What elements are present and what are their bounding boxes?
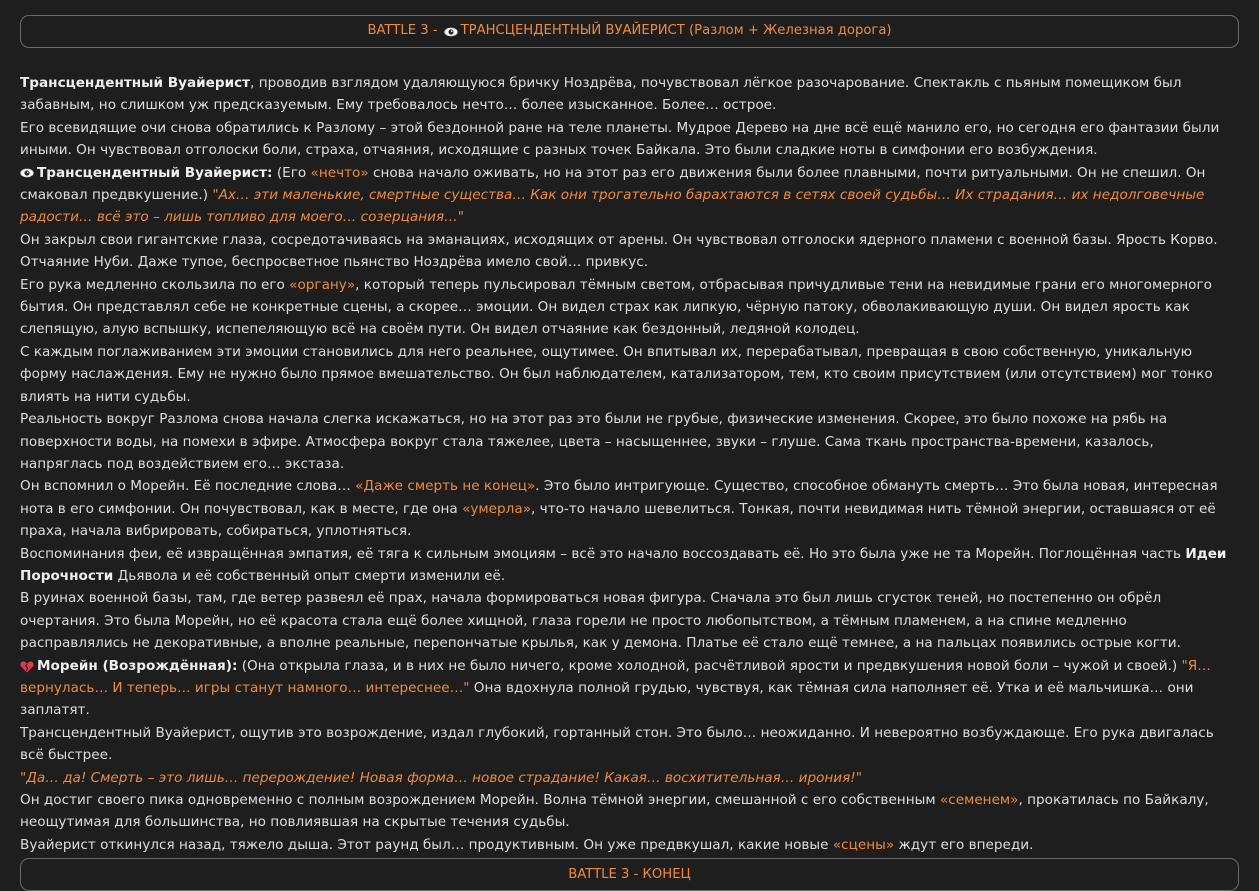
paragraph: "Да… да! Смерть – это лишь… перерождение! Новая форма… новое страдание! Какая… восхитительная… ирония!" bbox=[20, 769, 863, 786]
paragraph: Трансцендентный Вуайерист, ощутив это возрождение, издал глубокий, гортанный стон. Это было… неожиданно. И невероятно возбуждающе. Его рука двигалась всё быстрее. bbox=[20, 724, 1214, 764]
speaker-name: Трансцендентный Вуайерист: bbox=[37, 164, 273, 181]
battle-footer-banner bbox=[20, 858, 1239, 891]
paragraph: Трансцендентный Вуайерист, проводив взглядом удаляющуюся бричку Ноздрёва, почувствовал лёгкое разочарование. Спектакль с пьяным помещиком был забавным, но слишком уж предсказуемым. Ему требовалось нечто… более изысканное. Более… острое. bbox=[20, 75, 1182, 114]
eye-icon bbox=[444, 27, 458, 37]
paragraph: Воспоминания феи, её извращённая эмпатия, её тяга к сильным эмоциям – всё это начало воссоздавать её. Но это была уже не та Морейн. Поглощённая часть Идеи Порочности Дьявола и её собственный опыт смерти изменили её. bbox=[20, 545, 1227, 584]
story-text bbox=[20, 72, 1239, 856]
page bbox=[0, 15, 1259, 891]
paragraph: Морейн (Возрождённая): (Она открыла глаза, и в них не было ничего, кроме холодной, расчётливой ярости и предвкушения новой боли – чужой и своей.) "Я… вернулась… И теперь… игры станут намного… интереснее…" Она вдохнула полной грудью, чувствуя, как тёмная сила наполняет её. Утка и её мальчишка… они заплатят. bbox=[20, 657, 1211, 719]
paragraph: Он вспомнил о Морейн. Её последние слова… «Даже смерть не конец». Это было интригующе. Существо, способное обмануть смерть… Это была новая, интересная нота в его симфонии. Он почувствовал, как в месте, где она «умерла», что-то начало шевелиться. Тонкая, почти невидимая нить тёмной энергии, оставшаяся от её праха, начала вибрировать, собираться, уплотняться. bbox=[20, 478, 1218, 540]
paragraph: Он закрыл свои гигантские глаза, сосредотачиваясь на эманациях, исходящих от арены. Он чувствовал отголоски ядерного пламени с военной базы. Ярость Корво. Отчаяние Нуби. Даже тупое, беспросветное пьянство Ноздрёва имело свой… привкус. bbox=[20, 231, 1218, 271]
battle-header-banner bbox=[20, 15, 1239, 48]
quoted-term: «умерла» bbox=[462, 500, 532, 517]
quoted-term: «семенем» bbox=[939, 792, 1019, 808]
broken-heart-icon bbox=[20, 661, 34, 671]
quoted-term: «сцены» bbox=[832, 836, 895, 853]
paragraph: Реальность вокруг Разлома снова начала слегка искажаться, но на этот раз это были не грубые, физические изменения. Скорее, это было похоже на рябь на поверхности воды, на помехи в эфире. Атмосфера вокруг стала тяжелее, цвета – насыщеннее, звуки – глуше. Сама ткань пространства-времени, казалось, напряглась под воздействием его… экстаза. bbox=[20, 411, 1168, 472]
battle-header-title: ТРАНСЦЕНДЕНТНЫЙ ВУАЙЕРИСТ (Разлом + Железная дорога) bbox=[460, 23, 892, 39]
character-name: Трансцендентный Вуайерист bbox=[20, 75, 251, 91]
speech-quote: "Ах… эти маленькие, смертные существа… Как они трогательно барахтаются в сетях своей судьбы… Их страдания… их недолговечные радости… всё это – лишь топливо для моего… созерцания…" bbox=[20, 187, 1205, 226]
quoted-term: «Даже смерть не конец» bbox=[355, 478, 536, 495]
paragraph: В руинах военной базы, там, где ветер развеял её прах, начала формироваться новая фигура. Сначала это был лишь сгусток теней, но постепенно он обрёл очертания. Это была Морейн, но её красота стала ещё более хищной, глаза горели не просто любопытством, а тёмным пламенем, а на спине медленно расправлялись не декоративные, а вполне реальные, перепончатые крылья, как у демона. Платье её стало ещё темнее, а на пальцах появились острые когти. bbox=[20, 590, 1181, 652]
paragraph: Вуайерист откинулся назад, тяжело дыша. Этот раунд был… продуктивным. Он уже предвкушал, какие новые «сцены» ждут его впереди. bbox=[20, 836, 1034, 853]
paragraph: Его всевидящие очи снова обратились к Разлому – этой бездонной ране на теле планеты. Мудрое Дерево на дне всё ещё манило его, но сегодня его фантазии были иными. Он чувствовал отголоски боли, страха, отчаяния, исходящие с разных точек Байкала. Это были сладкие ноты в симфонии его возбуждения. bbox=[20, 119, 1220, 159]
speech-quote: "Я… вернулась… И теперь… игры станут намного… интереснее…" bbox=[20, 657, 1211, 696]
quoted-term: «нечто» bbox=[310, 164, 369, 181]
battle-footer-label: BATTLE 3 - КОНЕЦ bbox=[568, 866, 691, 882]
paragraph: Он достиг своего пика одновременно с полным возрождением Морейн. Волна тёмной энергии, смешанной с его собственным «семенем», прокатилась по Байкалу, неощутимая для большинства, но повлиявшая на скрытые течения судьбы. bbox=[20, 792, 1209, 831]
paragraph: Его рука медленно скользила по его «органу», который теперь пульсировал тёмным светом, отбрасывая причудливые тени на невидимые грани его многомерного бытия. Он представлял себе не конкретные сцены, а скорее… эмоции. Он видел страх как липкую, чёрную патоку, обволакивающую души. Он видел ярость как слепящую, алую вспышку, испепеляющую всё на своём пути. Он видел отчаяние как бездонный, ледяной колодец. bbox=[20, 276, 1212, 338]
battle-header-prefix: BATTLE 3 - bbox=[367, 23, 438, 39]
paragraph: С каждым поглаживанием эти эмоции становились для него реальнее, ощутимее. Он впитывал их, перерабатывал, превращая в свою собственную, уникальную форму наслаждения. Ему не нужно было прямое вмешательство. Он был наблюдателем, катализатором, тем, кто своим присутствием (или отсутствием) мог тонко влиять на нити судьбы. bbox=[20, 343, 1213, 405]
eye-icon bbox=[20, 168, 34, 178]
quoted-term: «органу» bbox=[289, 276, 356, 293]
bold-term: Идеи Порочности bbox=[20, 545, 1227, 584]
speaker-name: Морейн (Возрождённая): bbox=[37, 657, 238, 674]
paragraph: Трансцендентный Вуайерист: (Его «нечто» снова начало оживать, но на этот раз его движения были более плавными, почти ритуальными. Он не спешил. Он смаковал предвкушение.) "Ах… эти маленькие, смертные существа… Как они трогательно барахтаются в сетях своей судьбы… Их страдания… их недолговечные радости… всё это – лишь топливо для моего… созерцания…" bbox=[20, 164, 1206, 226]
